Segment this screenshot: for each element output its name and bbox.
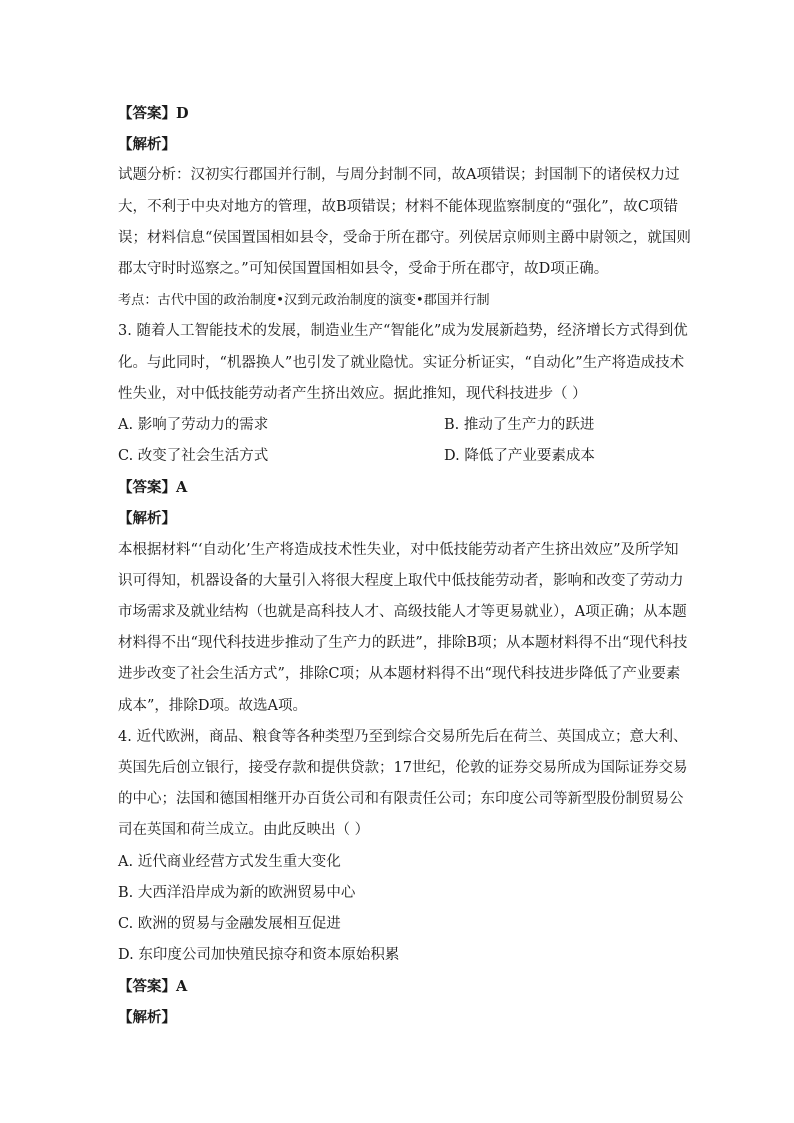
paragraph-line: 3. 随着人工智能技术的发展，制造业生产“智能化”成为发展新趋势，经济增长方式得到优 <box>118 323 688 340</box>
section-label: 【解析】 <box>118 1009 176 1027</box>
paragraph-line: 市场需求及就业结构（也就是高科技人才、高级技能人才等更易就业），A项正确；从本题 <box>118 604 687 620</box>
paragraph-line: 郡太守时时巡察之。”可知侯国置国相如县令，受命于所在郡守，故D项正确。 <box>118 260 609 277</box>
option-right: B. 推动了生产力的跃进 <box>444 416 595 433</box>
option-line: A. 近代商业经营方式发生重大变化 <box>118 853 341 870</box>
option-left: A. 影响了劳动力的需求 <box>118 416 269 433</box>
option-left: C. 改变了社会生活方式 <box>118 448 269 465</box>
paragraph-line: 成本”，排除D项。故选A项。 <box>118 697 308 714</box>
paragraph-line: 化。与此同时，“机器换人”也引发了就业隐忧。实证分析证实，“自动化”生产将造成技术 <box>118 354 685 371</box>
paragraph-line: 本根据材料“‘自动化’生产将造成技术性失业，对中低技能劳动者产生挤出效应”及所学知 <box>118 541 679 558</box>
section-label: 【解析】 <box>118 510 176 528</box>
paragraph-line: 性失业，对中低技能劳动者产生挤出效应。据此推知，现代科技进步（ ） <box>118 385 587 402</box>
option-right: D. 降低了产业要素成本 <box>444 448 595 465</box>
option-row <box>118 441 678 472</box>
paragraph-line: 英国先后创立银行，接受存款和提供贷款；17世纪，伦敦的证券交易所成为国际证券交易 <box>118 759 688 776</box>
paragraph-line: 的中心；法国和德国相继开办百货公司和有限责任公司；东印度公司等新型股份制贸易公 <box>118 791 684 808</box>
paragraph-line: 试题分析：汉初实行郡国并行制，与周分封制不同，故A项错误；封国制下的诸侯权力过 <box>118 167 680 184</box>
section-label: 【答案】A <box>118 479 188 497</box>
paragraph-line: 识可得知，机器设备的大量引入将很大程度上取代中低技能劳动者，影响和改变了劳动力 <box>118 572 684 589</box>
document-page <box>118 98 691 1034</box>
section-label: 【答案】A <box>118 978 188 996</box>
paragraph-line: 误；材料信息“侯国置国相如县令，受命于所在郡守。列侯居京师则主爵中尉领之，就国则 <box>118 229 691 246</box>
option-row <box>118 410 678 441</box>
option-line: D. 东印度公司加快殖民掠夺和资本原始积累 <box>118 947 400 964</box>
option-line: C. 欧洲的贸易与金融发展相互促进 <box>118 915 341 932</box>
section-label: 【解析】 <box>118 136 176 154</box>
section-label: 【答案】D <box>118 105 189 122</box>
paragraph-line: 进步改变了社会生活方式”，排除C项；从本题材料得不出“现代科技进步降低了产业要素 <box>118 666 681 683</box>
option-line: B. 大西洋沿岸成为新的欧洲贸易中心 <box>118 884 356 901</box>
paragraph-line: 大，不利于中央对地方的管理，故B项错误；材料不能体现监察制度的“强化”，故C项错 <box>118 198 678 215</box>
paragraph-line: 4. 近代欧洲，商品、粮食等各种类型乃至到综合交易所先后在荷兰、英国成立；意大利、 <box>118 728 688 745</box>
note-line: 考点：古代中国的政治制度•汉到元政治制度的演变•郡国并行制 <box>118 293 490 309</box>
paragraph-line: 材料得不出“现代科技进步推动了生产力的跃进”，排除B项；从本题材料得不出“现代科技 <box>118 635 688 652</box>
paragraph-line: 司在英国和荷兰成立。由此反映出（ ） <box>118 822 370 839</box>
